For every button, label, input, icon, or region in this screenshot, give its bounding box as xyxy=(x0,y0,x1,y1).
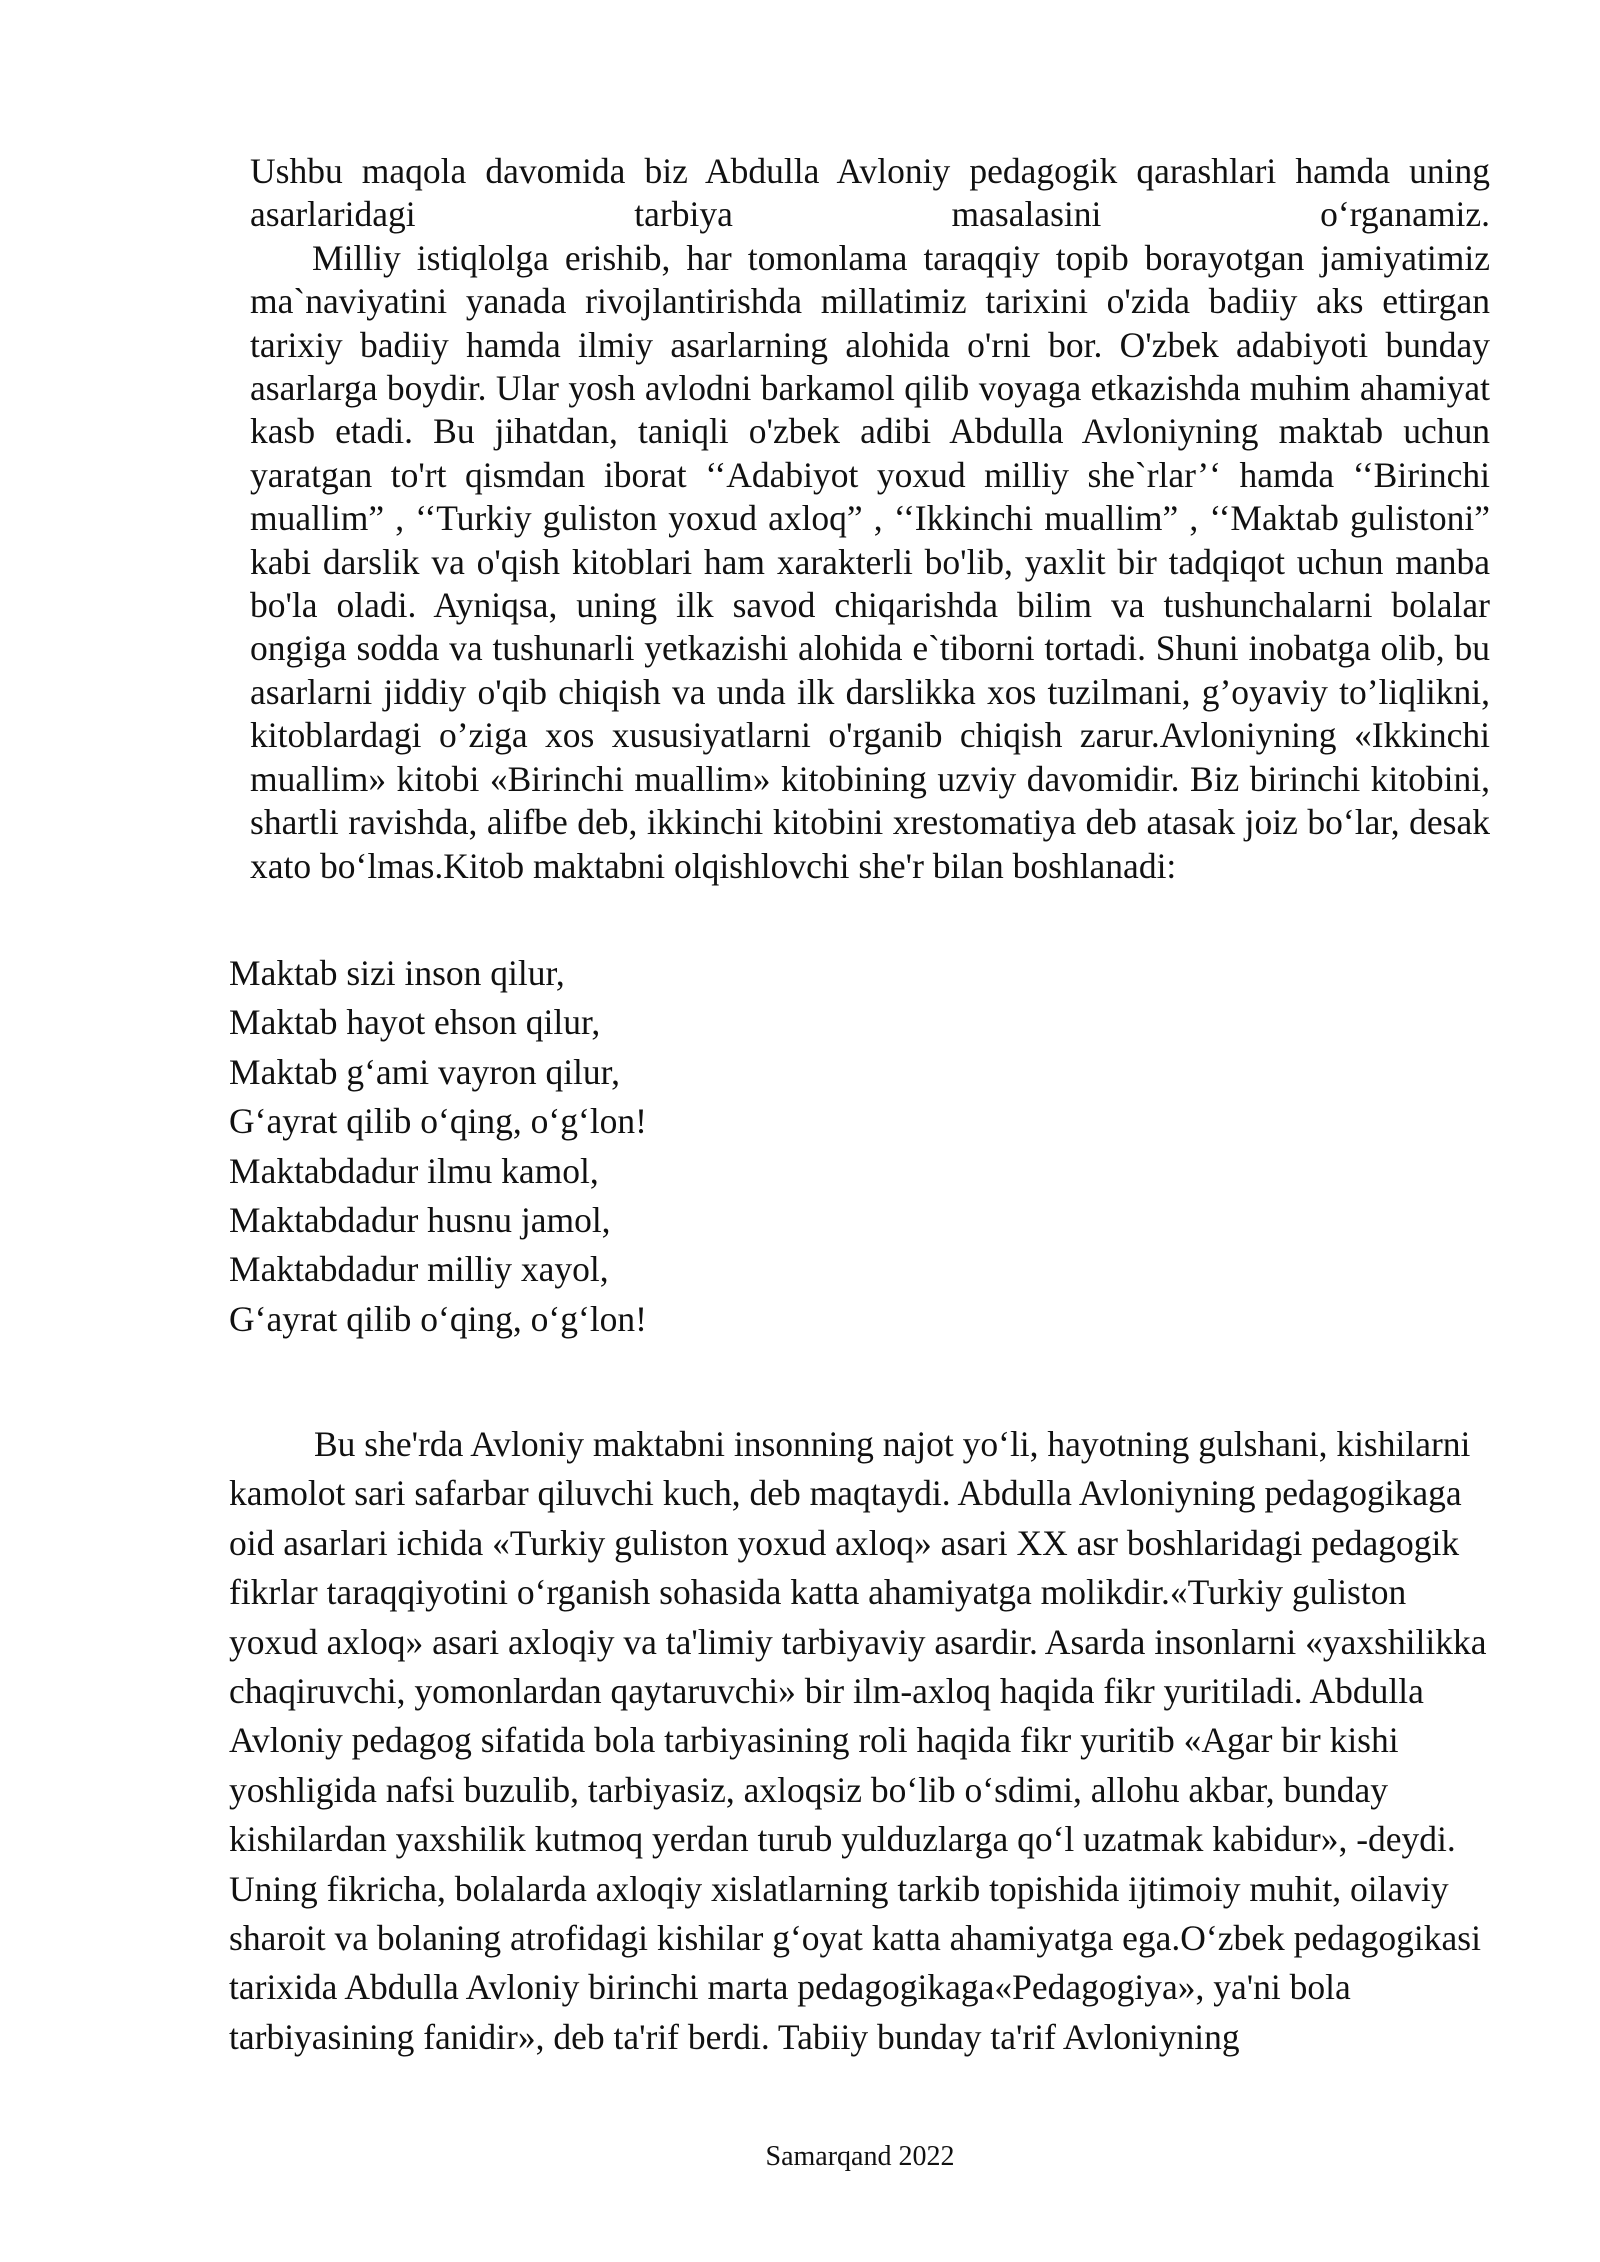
poem-line: G‘ayrat qilib o‘qing, o‘g‘lon! xyxy=(229,1298,648,1339)
poem-line: Maktab sizi inson qilur, xyxy=(229,953,565,993)
intro-body-text: Milliy istiqlolga erishib, har tomonlama taraqqiy topib borayotgan jamiyatimiz ma`naviyatini yanada rivojlantirishda millatimiz tarixini o'zida badiiy aks ettirgan tarixiy badiiy hamda ilmiy asarlarning alohida o'rni bor. O'zbek adabiyoti bunday asarlarga boydir. Ular yosh avlodni barkamol qilib voyaga etkazishda muhim ahamiyat kasb etadi. Bu jihatdan, taniqli o'zbek adibi Abdulla Avloniyning maktab uchun yaratgan to'rt qismdan iborat ‘‘Adabiyot yoxud milliy she`rlar’‘ hamda ‘‘Birinchi muallim” , ‘‘Turkiy guliston yoxud axloq” , ‘‘Ikkinchi muallim” , ‘‘Maktab gulistoni” kabi darslik va o'qish kitoblari ham xarakterli bo'lib, yaxlit bir tadqiqot uchun manba bo'la oladi. Ayniqsa, uning ilk savod chiqarishda bilim va tushunchalarni bolalar ongiga sodda va tushunarli yetkazishi alohida e`tiborni tortadi. Shuni inobatga olib, bu asarlarni jiddiy o'qib chiqish va unda ilk darslikka xos tuzilmani, g’oyaviy to’liqlikni, kitoblardagi o’ziga xos xususiyatlarni o'rganib chiqish zarur.Avloniyning «Ikkinchi muallim» kitobi «Birinchi muallim» kitobining uzviy davomidir. Biz birinchi kitobini, shartli ravishda, alifbe deb, ikkinchi kitobini xrestomatiya deb atasak joiz bo‘lar, desak xato bo‘lmas.Kitob maktabni olqishlovchi she'r bilan boshlanadi: xyxy=(250,237,1490,886)
poem-line: Maktabdadur ilmu kamol, xyxy=(229,1150,599,1191)
analysis-paragraph: Bu she'rda Avloniy maktabni insonning najot yo‘li, hayotning gulshani, kishilarni kamolot sari safarbar qiluvchi kuch, deb maqtaydi. Abdulla Avloniyning pedagogikaga oid asarlari ichida «Turkiy guliston yoxud axloq» asari XX asr boshlaridagi pedagogik fikrlar taraqqiyotini o‘rganish sohasida katta ahamiyatga molikdir.«Turkiy guliston yoxud axloq» asari axloqiy va ta'limiy tarbiyaviy asardir. Asarda insonlarni «yaxshilikka chaqiruvchi, yomonlardan qaytaruvchi» bir ilm-axloq haqida fikr yuritiladi. Abdulla Avloniy pedagog sifatida bola tarbiyasining roli haqida fikr yuritib «Agar bir kishi yoshligida nafsi buzulib, tarbiyasiz, axloqsiz bo‘lib o‘sdimi, allohu akbar, bunday kishilardan yaxshilik kutmoq yerdan turub yulduzlarga qo‘l uzatmak kabidur», -deydi. Uning fikricha, bolalarda axloqiy xislatlarning tarkib topishida ijtimoiy muhit, oilaviy sharoit va bolaning atrofidagi kishilar g‘oyat katta ahamiyatga ega.O‘zbek pedagogikasi tarixida Abdulla Avloniy birinchi marta pedagogikaga«Pedagogiya», ya'ni bola tarbiyasining fanidir», deb ta'rif berdi. Tabiiy bunday ta'rif Avloniyning xyxy=(229,1424,1487,2057)
poem-line: Maktabdadur husnu jamol, xyxy=(229,1200,611,1241)
intro-paragraph xyxy=(250,150,1490,888)
poem-line: Maktabdadur milliy xayol, xyxy=(229,1249,609,1290)
poem-line: G‘ayrat qilib o‘qing, o‘g‘lon! xyxy=(229,1101,648,1142)
poem-line: Maktab hayot ehson qilur, xyxy=(229,1002,601,1043)
intro-lead-sentence: Ushbu maqola davomida biz Abdulla Avloniy pedagogik qarashlari hamda uning asarlaridagi tarbiya masalasini o‘rganamiz. xyxy=(250,151,1490,235)
page-footer: Samarqand 2022 xyxy=(765,2141,955,2172)
poem-block xyxy=(229,949,647,1344)
poem-line: Maktab g‘ami vayron qilur, xyxy=(229,1051,620,1092)
